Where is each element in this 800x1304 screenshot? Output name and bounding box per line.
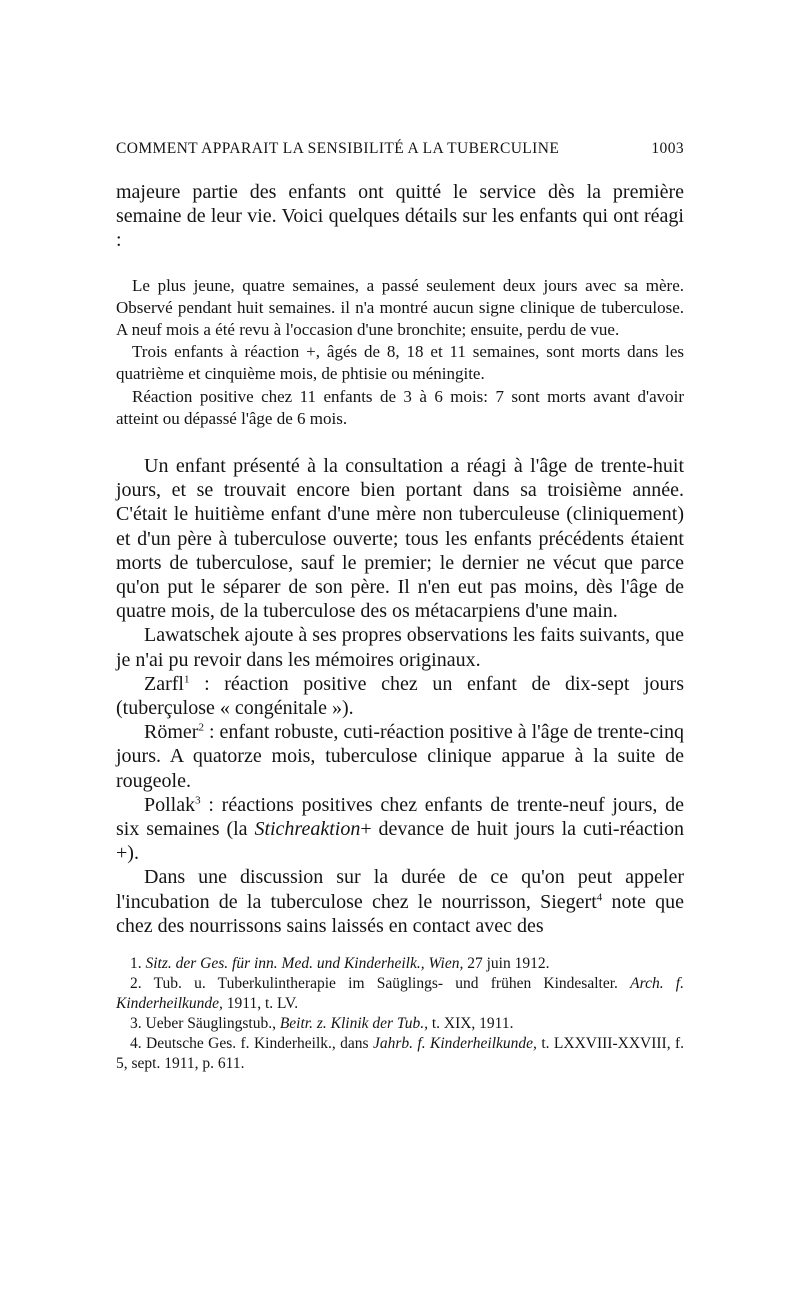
footnotes	[116, 954, 684, 1074]
main-text	[116, 180, 684, 253]
footnote-italic: Sitz. der Ges. für inn. Med. und Kinderheilk., Wien,	[145, 955, 464, 973]
footnote-text: Tub. u. Tuberkulintherapie im Saüglings- und frühen Kindesalter.	[153, 975, 618, 993]
author-name: Römer	[144, 721, 199, 744]
page-number: 1003	[651, 140, 684, 157]
footnote-italic: Jahrb. f. Kinderheilkunde,	[368, 1035, 537, 1053]
body-paragraph-2: Lawatschek ajoute à ses propres observations les faits suivants, que je n'ai pu revoir dans les mémoires originaux.	[116, 624, 684, 671]
footnote-4	[116, 1034, 684, 1074]
paragraph-text: + devance de huit jours la cuti-réaction +).	[116, 818, 684, 865]
paragraph-text: Dans une discussion sur la durée de ce qu'on peut appeler l'incubation de la tuberculose chez le nourrisson, Siegert	[116, 866, 684, 913]
footnote-text: t. XIX, 1911.	[427, 1015, 514, 1033]
footnote-text: Ueber Säuglingstub.,	[145, 1015, 276, 1033]
running-header	[116, 140, 684, 166]
case-details-block	[116, 275, 684, 430]
footnote-ref[interactable]: 4	[596, 891, 603, 904]
main-text-continued	[116, 454, 684, 938]
paragraph-text: : réactions positives chez enfants de trente-neuf jours, de six semaines (la	[116, 793, 684, 841]
case-paragraph-3: Réaction positive chez 11 enfants de 3 à 6 mois: 7 sont morts avant d'avoir atteint ou dépassé l'âge de 6 mois.	[116, 386, 684, 428]
footnote-ref[interactable]: 1	[183, 673, 190, 686]
author-name: Zarfl	[144, 672, 184, 695]
body-paragraph-romer	[116, 720, 684, 793]
footnote-text: 1911, t. LV.	[222, 995, 299, 1013]
paragraph-text: : réaction positive chez un enfant de dix-sept jours (tuberçulose « congénitale »).	[116, 672, 684, 720]
paragraph-text: note que chez des nourrissons sains laissés en contact avec des	[116, 890, 684, 937]
footnote-ref[interactable]: 2	[198, 721, 204, 734]
footnote-italic: Beitr. z. Klinik der Tub.,	[275, 1015, 428, 1033]
body-paragraph-pollak	[116, 793, 684, 866]
footnote-italic: Arch. f. Kinderheilkunde,	[116, 975, 684, 1013]
footnote-ref[interactable]: 3	[195, 794, 201, 807]
footnote-3	[116, 1014, 684, 1034]
intro-paragraph: majeure partie des enfants ont quitté le service dès la première semaine de leur vie. Voici quelques détails sur les enfants qui ont réagi :	[116, 181, 684, 252]
footnote-text: 27 juin 1912.	[463, 955, 550, 973]
body-paragraph-siegert	[116, 865, 684, 938]
case-paragraph-2: Trois enfants à réaction +, âgés de 8, 18 et 11 semaines, sont morts dans les quatrième et cinquième mois, de phtisie ou méningite.	[116, 342, 684, 384]
body-paragraph-1: Un enfant présenté à la consultation a réagi à l'âge de trente-huit jours, et se trouvait encore bien portant dans sa troisième année. C'était le huitième enfant d'une mère non tuberculeuse (cliniquement) et d'un père à tuberculose ouverte; tous les enfants précédents étaient morts de tuberculose, sauf le premier; le dernier ne vécut que parce qu'on put le séparer de son père. Il n'en eut pas moins, dès l'âge de quatre mois, de la tuberculose des os métacarpiens d'une main.	[116, 455, 684, 623]
footnote-2	[116, 974, 684, 1014]
case-paragraph-1: Le plus jeune, quatre semaines, a passé seulement deux jours avec sa mère. Observé pendant huit semaines. il n'a montré aucun signe clinique de tuberculose. A neuf mois a été revu à l'occasion d'une bronchite; ensuite, perdu de vue.	[116, 275, 684, 340]
running-title: COMMENT APPARAIT LA SENSIBILITÉ A LA TUBERCULINE	[116, 140, 560, 157]
author-name: Pollak	[144, 793, 196, 816]
footnote-number: 2.	[130, 975, 142, 993]
footnote-text: t. LXXVIII-XXVIII, f. 5, sept. 1911, p. 611.	[116, 1035, 685, 1073]
italic-term: Stichreaktion	[254, 818, 361, 841]
footnote-text: Deutsche Ges. f. Kinderheilk., dans	[146, 1035, 369, 1053]
body-paragraph-zarfl	[116, 672, 684, 720]
footnote-1	[116, 954, 684, 974]
footnote-number: 4.	[130, 1035, 142, 1053]
footnote-number: 3.	[130, 1015, 142, 1033]
paragraph-text: : enfant robuste, cuti-réaction positive à l'âge de trente-cinq jours. A quatorze mois, tuberculose clinique apparue à la suite de rougeole.	[116, 721, 685, 792]
footnote-number: 1.	[130, 955, 142, 973]
book-page	[116, 140, 684, 1074]
